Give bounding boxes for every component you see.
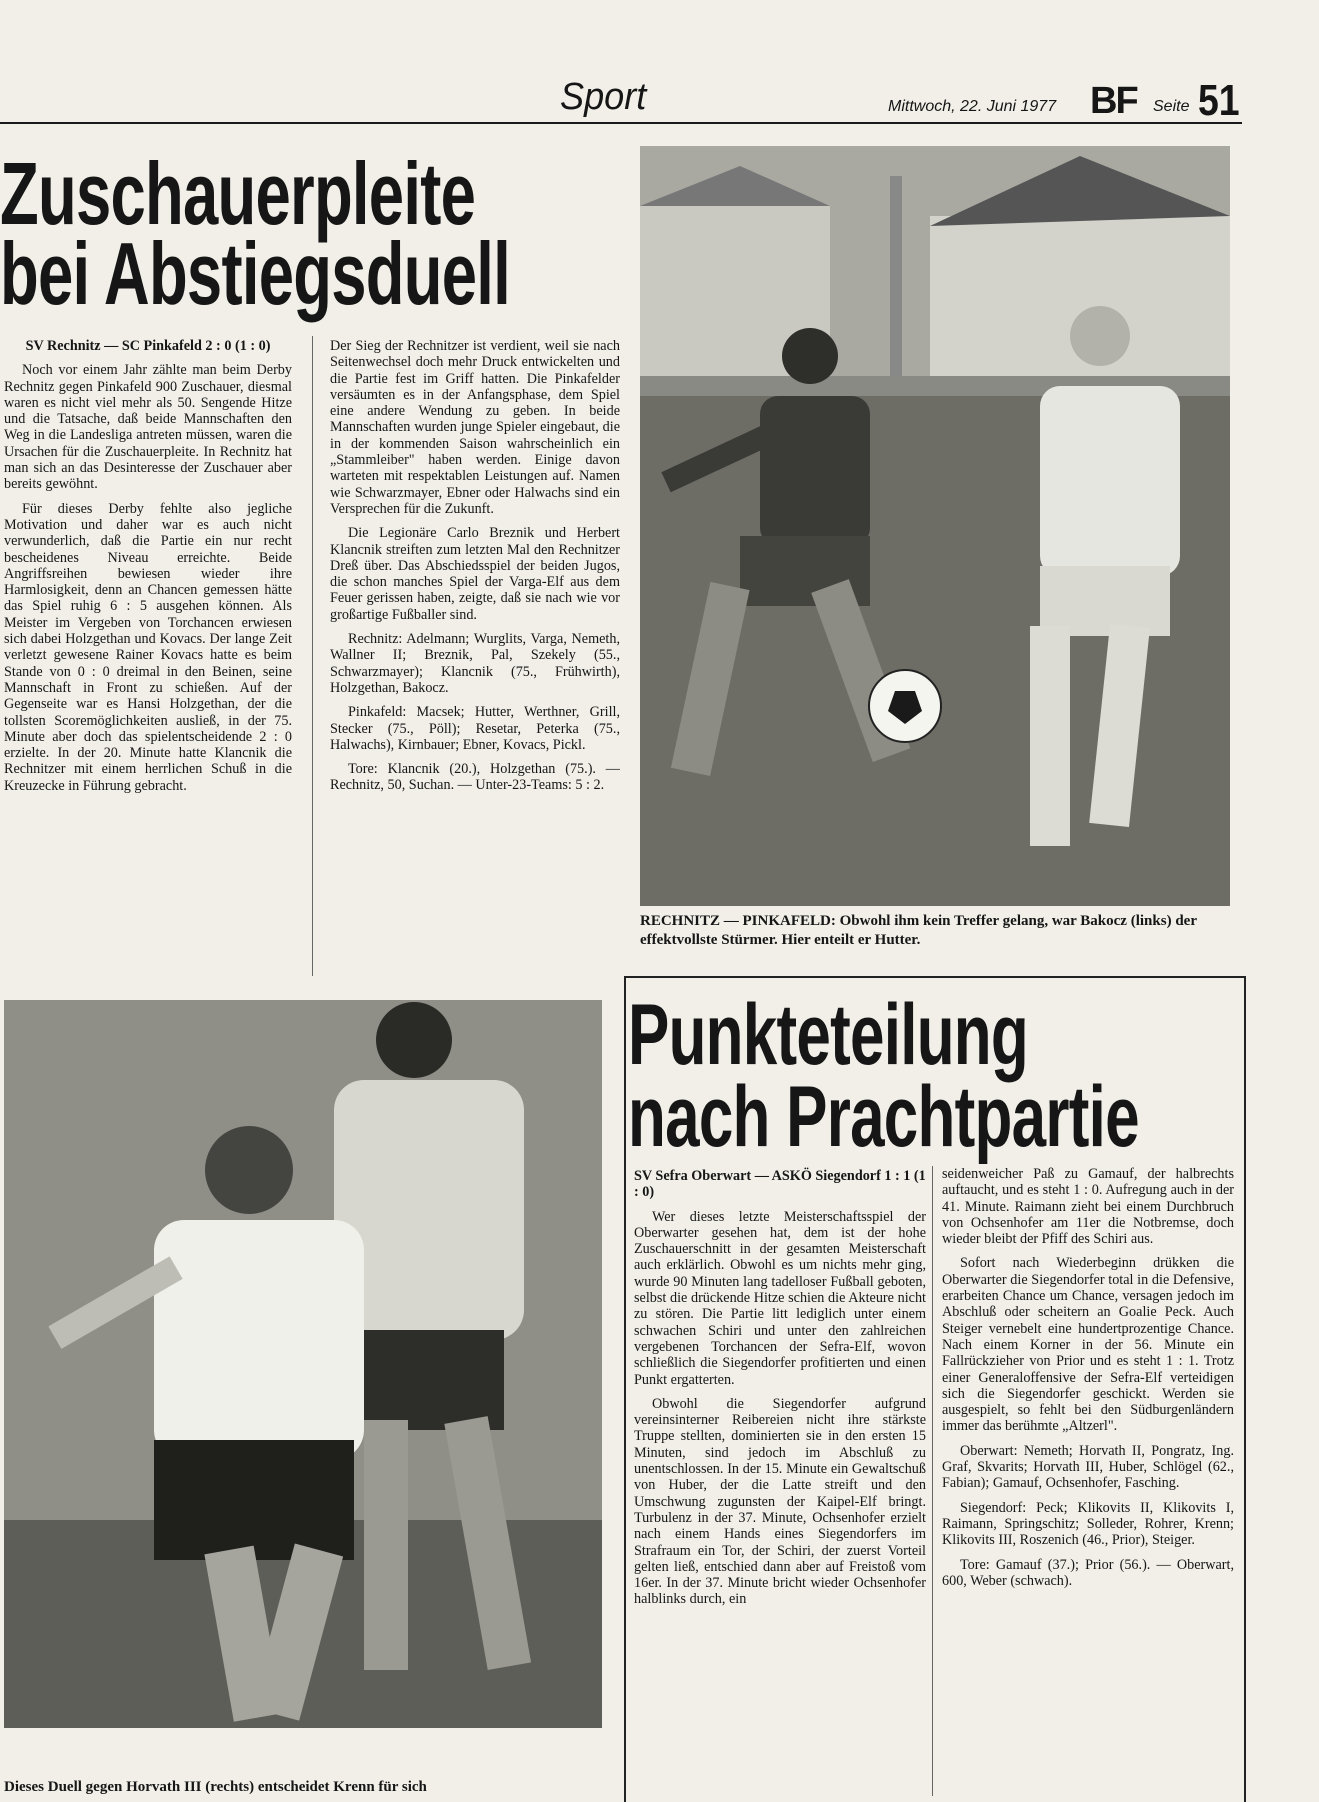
- header-rule: [0, 122, 1242, 124]
- article1-paragraph: Der Sieg der Rechnitzer ist verdient, weil sie nach Seitenwechsel doch mehr Druck entwickelten und die Partie fest im Griff hatten. Die Pinkafelder versäumten es in der Anfangsphase, dem Spiel eine andere Wendung zu geben. In beide Mannschaften wurden junge Spieler eingebaut, die in der kommenden Saison wahrscheinlich ein „Stammleiber" haben werden. Einige davon warteten mit respektablen Leistungen auf. Namen wie Schwarzmayer, Ebner oder Halwachs sind ein Versprechen für die Zukunft.: [330, 338, 620, 517]
- article2-lineup-oberwart: Oberwart: Nemeth; Horvath II, Pongratz, Ing. Graf, Skvarits; Horvath III, Huber, Schlögel (62., Fabian); Gamauf, Ochsenhofer, Fasching.: [942, 1442, 1234, 1492]
- article1-photo-caption: RECHNITZ — PINKAFELD: Obwohl ihm kein Treffer gelang, war Bakocz (links) der effektvollste Stürmer. Hier enteilt er Hutter.: [640, 913, 1197, 948]
- article2-photo-caption: Dieses Duell gegen Horvath III (rechts) entscheidet Krenn für sich: [4, 1779, 427, 1795]
- article1-lineup-rechnitz: Rechnitz: Adelmann; Wurglits, Varga, Nemeth, Wallner II; Breznik, Pal, Szekely (55., Schwarzmayer); Klancnik (75., Frühwirth), Holzgethan, Bakocz.: [330, 631, 620, 696]
- article1-column1: [4, 338, 292, 802]
- article1-headline-line1: Zuschauerpleite: [0, 144, 476, 243]
- article1-headline-line2: bei Abstiegsduell: [0, 224, 510, 323]
- photo-football-players-icon: [640, 146, 1230, 906]
- article2-paragraph: Obwohl die Siegendorfer aufgrund vereinsinterner Reibereien nicht ihre stärkste Truppe stellten, dominierten sie in den ersten 15 Minuten, sind jedoch im Abschluß zu unentschlossen. In der 15. Minute ein Gewaltschuß von Huber, der die Latte streift und den Umschwung zugunsten der Kaipel-Elf bringt. Turbulenz in der 37. Minute, Ochsenhofer erzielt nach einem Hands eines Siegendorfers im Strafraum ein Tor, der Schiri, der zuerst Vorteil gelten ließ, entschied dann aber auf Freistoß vom 16er. In der 37. Minute bricht wieder Ochsenhofer halblinks durch, ein: [634, 1395, 926, 1608]
- article2-paragraph: Sofort nach Wiederbeginn drükken die Oberwarter die Siegendorfer total in die Defensive, erarbeiten Chance um Chance, versagen jedoch im Abschluß oder scheitern an Goalie Peck. Auch Steiger vernebelt eine hundertprozentige Chance. Nach einem Korner in der 56. Minute ein Fallrückzieher von Prior und es steht 1 : 1. Trotz einer Generaloffensive der Sefra-Elf verteidigen sich die Siegendorfer geschickt. Werden sie ausgespielt, so fehlt bei den Südburgenländern immer das berühmte „Altzerl".: [942, 1255, 1234, 1435]
- article1-paragraph: Noch vor einem Jahr zählte man beim Derby Rechnitz gegen Pinkafeld 900 Zuschauer, diesmal waren es nicht viel mehr als 50. Sengende Hitze und die Tatsache, daß beide Mannschaften den Weg in die Landesliga antreten müssen, waren die Ursachen für die Zuschauerpleite. In Rechnitz hat man sich an das Desinteresse der Zuschauer aber bereits gewöhnt.: [4, 362, 292, 493]
- article2-match-line: SV Sefra Oberwart — ASKÖ Siegendorf 1 : 1 (1 : 0): [634, 1168, 926, 1201]
- newspaper-logo: BF: [1090, 80, 1137, 122]
- issue-date: Mittwoch, 22. Juni 1977: [888, 98, 1057, 115]
- photo-duel-players-icon: [4, 1000, 602, 1728]
- article1-match-line: SV Rechnitz — SC Pinkafeld 2 : 0 (1 : 0): [25, 338, 271, 354]
- article1-photo: [640, 146, 1230, 906]
- article2-paragraph: seidenweicher Paß zu Gamauf, der halbrechts auftaucht, und es steht 1 : 0. Aufregung auch in der 41. Minute. Raimann zieht bei einem Durchbruch von Ochsenhofer am 11er die Notbremse, doch wieder bleibt der Pfiff des Schiri aus.: [942, 1166, 1234, 1248]
- column-divider: [312, 336, 313, 976]
- article1-paragraph: Die Legionäre Carlo Breznik und Herbert Klancnik streiften zum letzten Mal den Rechnitzer Dreß über. Das Abschiedsspiel der beiden Jugos, die schon manches Spiel der Varga-Elf aus dem Feuer gerissen haben, zeigte, daß sie nach wie vor großartige Fußballer sind.: [330, 525, 620, 623]
- article2-lineup-siegendorf: Siegendorf: Peck; Klikovits II, Klikovits I, Raimann, Springschitz; Solleder, Rohrer, Krenn; Klikovits III, Roszenich (46., Prior), Steiger.: [942, 1499, 1234, 1549]
- page-label: Seite: [1153, 98, 1190, 115]
- article2-column2: [942, 1166, 1234, 1597]
- article2-headline-line2: nach Prachtpartie: [628, 1069, 1139, 1165]
- section-title: Sport: [560, 76, 647, 118]
- column-divider: [932, 1166, 933, 1796]
- article1-column2: [330, 338, 620, 802]
- page-number: 51: [1198, 76, 1240, 125]
- article1-goals: Tore: Klancnik (20.), Holzgethan (75.). — Rechnitz, 50, Suchan. — Unter-23-Teams: 5 : 2.: [330, 761, 620, 794]
- article1-paragraph: Für dieses Derby fehlte also jegliche Motivation und daher war es auch nicht verwunderlich, daß die Partie ein nur recht bescheidenes Niveau erreichte. Beide Angriffsreihen bewiesen wieder ihre Harmlosigkeit, denn an Chancen gemessen hätte das Spiel ruhig 6 : 5 ausgehen können. Als Meister im Vergeben von Torchancen erwiesen sich dabei Holzgethan und Kovacs. Der lange Zeit verletzt gewesene Rainer Kovacs hatte es beim Stande von 0 : 0 dreimal in den Beinen, seine Mannschaft in Front zu schießen. Auf der Gegenseite war es Hansi Holzgethan, der die tollsten Scoremöglichkeiten ausließ, in der 75. Minute aber doch das spielentscheidende 2 : 0 erzielte. In der 20. Minute hatte Klancnik die Rechnitzer mit einem herrlichen Schuß in die Kreuzecke in Führung gebracht.: [4, 500, 292, 794]
- article2-column1: [634, 1168, 926, 1616]
- article2-photo: [4, 1000, 602, 1728]
- article2-goals: Tore: Gamauf (37.); Prior (56.). — Oberwart, 600, Weber (schwach).: [942, 1556, 1234, 1589]
- article1-lineup-pinkafeld: Pinkafeld: Macsek; Hutter, Werthner, Grill, Stecker (75., Pöll); Resetar, Peterka (75., Halwachs), Kirnbauer; Ebner, Kovacs, Pickl.: [330, 704, 620, 753]
- article2-paragraph: Wer dieses letzte Meisterschaftsspiel der Oberwarter gesehen hat, dem ist der hohe Zuschauerschnitt in der gesamten Meisterschaft auch erklärlich. Obwohl es um nichts mehr ging, wurde 90 Minuten lang tadelloser Fußball geboten, selbst die drückende Hitze schien die Akteure nicht zu stören. Die Partie litt lediglich unter einem schwachen Schiri und unter den zahlreichen vergebenen Torchancen der Sefra-Elf, wovon schließlich die Siegendorfer profitierten und einen Punkt ergatterten.: [634, 1208, 926, 1388]
- article2-headline-line1: Punkteteilung: [628, 987, 1029, 1083]
